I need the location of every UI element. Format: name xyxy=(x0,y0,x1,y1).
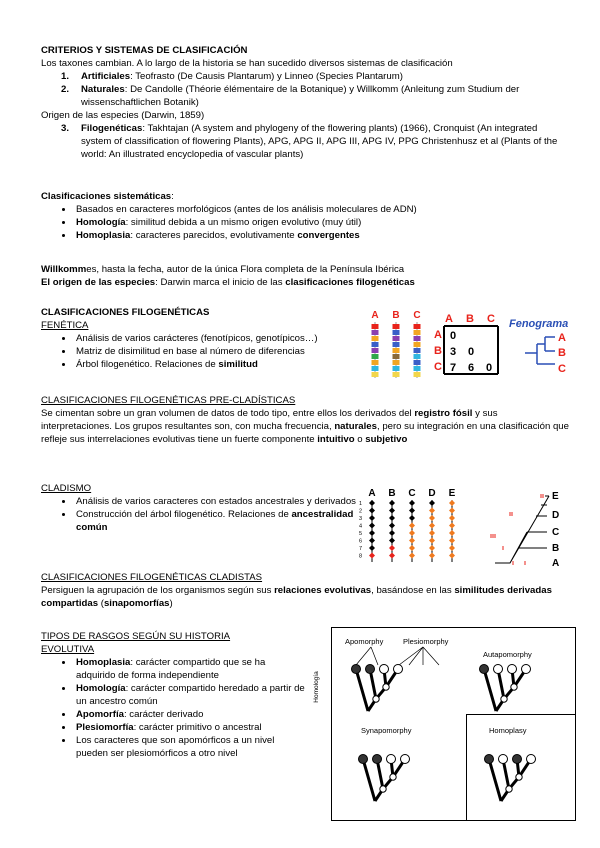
character-state xyxy=(393,360,400,365)
phenetics-figure xyxy=(365,308,585,383)
character-state xyxy=(389,508,395,514)
character-state xyxy=(449,500,455,506)
node xyxy=(373,696,379,702)
row-number: 3 xyxy=(359,516,363,522)
trait-types-figure xyxy=(313,627,576,821)
character-state xyxy=(393,324,400,329)
character-state xyxy=(414,372,421,377)
character-state xyxy=(414,348,421,353)
character-state xyxy=(429,515,435,521)
matrix-col-label: C xyxy=(487,313,495,325)
character-state xyxy=(414,330,421,335)
character-state xyxy=(393,354,400,359)
character-state xyxy=(389,553,395,559)
section-title: CLASIFICACIONES FILOGENÉTICAS PRE-CLADÍSTICAS xyxy=(41,395,296,406)
character-state xyxy=(449,515,455,521)
section-title: CLADISMO xyxy=(41,483,92,494)
matrix-col-label: A xyxy=(445,313,453,325)
character-state xyxy=(414,366,421,371)
character-state xyxy=(449,538,455,544)
character-state xyxy=(449,523,455,529)
trait-state xyxy=(373,755,382,764)
tree-branches xyxy=(356,669,398,711)
trait-state xyxy=(352,665,361,674)
leaf-label: C xyxy=(558,363,566,375)
matrix-cell: 0 xyxy=(449,330,457,342)
character-state xyxy=(369,500,375,506)
trait-state xyxy=(480,665,489,674)
trait-state xyxy=(401,755,410,764)
cladism-figure xyxy=(355,486,575,572)
matrix-cell: 0 xyxy=(485,362,493,374)
character-state xyxy=(429,553,435,559)
section-cladismo xyxy=(41,482,371,534)
character-state xyxy=(414,342,421,347)
node xyxy=(390,774,396,780)
section-title: TIPOS DE RASGOS SEGÚN SU HISTORIA xyxy=(41,631,231,642)
tree-branches xyxy=(484,669,526,711)
section-criterios xyxy=(41,44,570,161)
character-state xyxy=(389,500,395,506)
matrix-row-label: C xyxy=(434,361,442,373)
list-item: Homoplasia: caracteres parecidos, evolutivamente convergentes xyxy=(41,229,570,242)
character-state xyxy=(449,545,455,551)
tree-synapomorphy xyxy=(359,755,410,802)
node xyxy=(383,684,389,690)
col-label: C xyxy=(408,488,416,499)
list-item: Árbol filogenético. Relaciones de similitud xyxy=(41,358,371,371)
col-label: C xyxy=(413,310,421,321)
character-state xyxy=(389,530,395,536)
list-item: Homoplasia: carácter compartido que se ha adquirido de forma independiente xyxy=(41,656,306,682)
trait-state xyxy=(394,665,403,674)
row-number: 7 xyxy=(359,546,363,552)
character-state xyxy=(372,348,379,353)
list-item: Basados en caracteres morfológicos (antes de los análisis moleculares de ADN) xyxy=(41,203,570,216)
trait-state xyxy=(380,665,389,674)
character-state xyxy=(393,366,400,371)
trait-state xyxy=(522,665,531,674)
col-label: A xyxy=(371,310,379,321)
character-state xyxy=(393,336,400,341)
tree-branches xyxy=(489,759,531,801)
subsection-title: FENÉTICA xyxy=(41,320,89,331)
character-state xyxy=(429,500,435,506)
phenogram-branches xyxy=(525,337,555,364)
character-state xyxy=(389,545,395,551)
row-number: 2 xyxy=(359,508,363,515)
list-item: Apomorfía: carácter derivado xyxy=(41,708,306,721)
character-state xyxy=(393,330,400,335)
matrix-col-label: B xyxy=(466,313,474,325)
character-state xyxy=(369,538,375,544)
character-state xyxy=(393,348,400,353)
character-state xyxy=(389,523,395,529)
text-line: Willkommes, hasta la fecha, autor de la única Flora completa de la Península Ibérica xyxy=(41,264,405,275)
character-state xyxy=(414,354,421,359)
character-state xyxy=(429,545,435,551)
character-state xyxy=(372,330,379,335)
text-line: El origen de las especies: Darwin marca el inicio de las clasificaciones filogenéticas xyxy=(41,277,415,288)
col-label: D xyxy=(428,488,436,499)
list-item: Homología: similitud debida a un mismo origen evolutivo (muy útil) xyxy=(41,216,570,229)
character-state xyxy=(409,500,415,506)
phenogram xyxy=(509,318,568,375)
trait-state xyxy=(485,755,494,764)
trait-state xyxy=(359,755,368,764)
node xyxy=(501,696,507,702)
list-item: 2. Naturales: De Candolle (Théorie élémentaire de la Botanique) y Willkomm (Anleitung zum Studium der wissenschaftlichen Botanik) xyxy=(61,84,520,108)
list-item: Construcción del árbol filogenético. Relaciones de ancestralidad común xyxy=(41,508,371,534)
node xyxy=(380,786,386,792)
paragraph: Se cimentan sobre un gran volumen de datos de todo tipo, entre ellos los derivados del registro fósil y sus interpretaciones. Los grupos resultantes son, con mucha frecuencia, naturales, pero su integración en una clasificación que refleje sus interrelaciones evolutivas tiene un fuerte componente intuitivo o subjetivo xyxy=(41,408,569,445)
tree-homoplasy xyxy=(485,755,536,802)
character-state xyxy=(369,530,375,536)
leaf-label: B xyxy=(558,347,566,359)
row-number: 4 xyxy=(359,523,363,530)
section-precladisticas xyxy=(41,394,570,446)
list-item: 3. Filogenéticas: Takhtajan (A system and phylogeny of the flowering plants) (1966), Cronquist (An integrated system of classification of flowering Plants), APG, APG II, APG III, APG IV, PPG Christenhusz et al (Plants of the world: An illustrated encyclopedia of vascular plants) xyxy=(61,123,558,160)
character-state xyxy=(409,538,415,544)
character-state xyxy=(369,515,375,521)
leaf-label: D xyxy=(552,510,560,521)
character-state xyxy=(409,515,415,521)
character-state xyxy=(389,538,395,544)
trait-state xyxy=(387,755,396,764)
node xyxy=(506,786,512,792)
list-item: Análisis de varios carácteres (fenotípicos, genotípicos…) xyxy=(41,332,371,345)
character-bars xyxy=(372,322,421,378)
character-state xyxy=(393,342,400,347)
character-state xyxy=(429,530,435,536)
col-label: A xyxy=(368,488,376,499)
row-number: 1 xyxy=(359,501,363,507)
panel-label: Apomorphy xyxy=(345,637,384,646)
phenogram-title: Fenograma xyxy=(509,318,569,330)
section-willkomm xyxy=(41,263,570,289)
leaf-label: A xyxy=(552,558,560,569)
row-number: 5 xyxy=(359,531,363,537)
section-tipos-rasgos xyxy=(41,630,306,760)
character-state xyxy=(414,336,421,341)
list-item: Los caracteres que son apomórficos a un nivel pueden ser plesiomórficos a otro nivel xyxy=(41,734,306,760)
trait-state xyxy=(527,755,536,764)
row-number: 6 xyxy=(359,538,363,545)
trait-trees xyxy=(313,627,576,821)
node xyxy=(511,684,517,690)
trait-state xyxy=(508,665,517,674)
list-item: Homología: carácter compartido heredado a partir de un ancestro común xyxy=(41,682,306,708)
trait-state xyxy=(499,755,508,764)
character-state xyxy=(372,336,379,341)
distance-matrix xyxy=(434,313,498,374)
character-state xyxy=(449,508,455,514)
trait-state xyxy=(366,665,375,674)
section-title: Clasificaciones sistemáticas: xyxy=(41,191,174,202)
col-label: E xyxy=(448,488,456,499)
character-state xyxy=(389,515,395,521)
cladogram xyxy=(491,491,559,569)
character-state xyxy=(372,366,379,371)
character-state xyxy=(372,354,379,359)
character-columns xyxy=(359,488,456,562)
character-state xyxy=(372,360,379,365)
matrix-cell: 0 xyxy=(467,346,475,358)
character-state xyxy=(409,530,415,536)
origin-text: Origen de las especies (Darwin, 1859) xyxy=(41,110,205,121)
leaf-label: B xyxy=(552,543,560,554)
trait-state xyxy=(513,755,522,764)
matrix-cell: 6 xyxy=(467,362,475,374)
character-state xyxy=(409,523,415,529)
character-state xyxy=(429,523,435,529)
character-state xyxy=(369,545,375,551)
panel-label: Synapomorphy xyxy=(361,726,412,735)
leaf-label: A xyxy=(558,332,566,344)
tree-autapomorphy xyxy=(480,665,531,712)
col-label: B xyxy=(388,488,396,499)
list-item: 1. Artificiales: Teofrasto (De Causis Plantarum) y Linneo (Species Plantarum) xyxy=(61,71,403,82)
character-state xyxy=(414,324,421,329)
character-state xyxy=(429,538,435,544)
tree-apomorphy xyxy=(352,665,403,712)
panel-label: Homoplasy xyxy=(489,726,527,735)
col-labels xyxy=(371,310,420,321)
tree-branches xyxy=(363,759,405,801)
character-state xyxy=(372,372,379,377)
character-state xyxy=(369,508,375,514)
section-title: CLASIFICACIONES FILOGENÉTICAS xyxy=(41,307,210,318)
matrix-row-label: A xyxy=(434,329,442,341)
character-state xyxy=(372,324,379,329)
character-state xyxy=(449,553,455,559)
section-title: EVOLUTIVA xyxy=(41,644,95,655)
matrix-cell: 3 xyxy=(449,346,457,358)
trait-state xyxy=(494,665,503,674)
character-state xyxy=(429,508,435,514)
list-item: Análisis de varios caracteres con estados ancestrales y derivados xyxy=(41,495,371,508)
panel-label: Plesiomorphy xyxy=(403,637,449,646)
character-state xyxy=(409,545,415,551)
side-label: Homología xyxy=(313,671,320,703)
character-state xyxy=(414,360,421,365)
character-state xyxy=(369,553,375,559)
section-title: CLASIFICACIONES FILOGENÉTICAS CLADISTAS xyxy=(41,572,263,583)
leaf-label: C xyxy=(552,527,560,538)
section-filogeneticas xyxy=(41,306,371,371)
character-state xyxy=(409,508,415,514)
leaf-label: E xyxy=(552,491,559,502)
list-item: Matriz de disimilitud en base al número de diferencias xyxy=(41,345,371,358)
row-number: 8 xyxy=(359,553,363,560)
matrix-cell: 7 xyxy=(449,362,457,374)
section-title: CRITERIOS Y SISTEMAS DE CLASIFICACIÓN xyxy=(41,45,248,56)
matrix-row-label: B xyxy=(434,345,442,357)
node xyxy=(516,774,522,780)
character-state xyxy=(409,553,415,559)
list-item: Plesiomorfía: carácter primitivo o ancestral xyxy=(41,721,306,734)
panel-label: Autapomorphy xyxy=(483,650,532,659)
section-sistematicas xyxy=(41,190,570,242)
section-cladistas xyxy=(41,571,570,610)
intro-text: Los taxones cambian. A lo largo de la historia se han sucedido diversos sistemas de clasificación xyxy=(41,58,453,69)
character-state xyxy=(372,342,379,347)
col-label: B xyxy=(392,310,400,321)
character-state xyxy=(449,530,455,536)
character-state xyxy=(393,372,400,377)
paragraph: Persiguen la agrupación de los organismos según sus relaciones evolutivas, basándose en las similitudes derivadas compartidas (sinapomorfías) xyxy=(41,585,552,609)
character-state xyxy=(369,523,375,529)
